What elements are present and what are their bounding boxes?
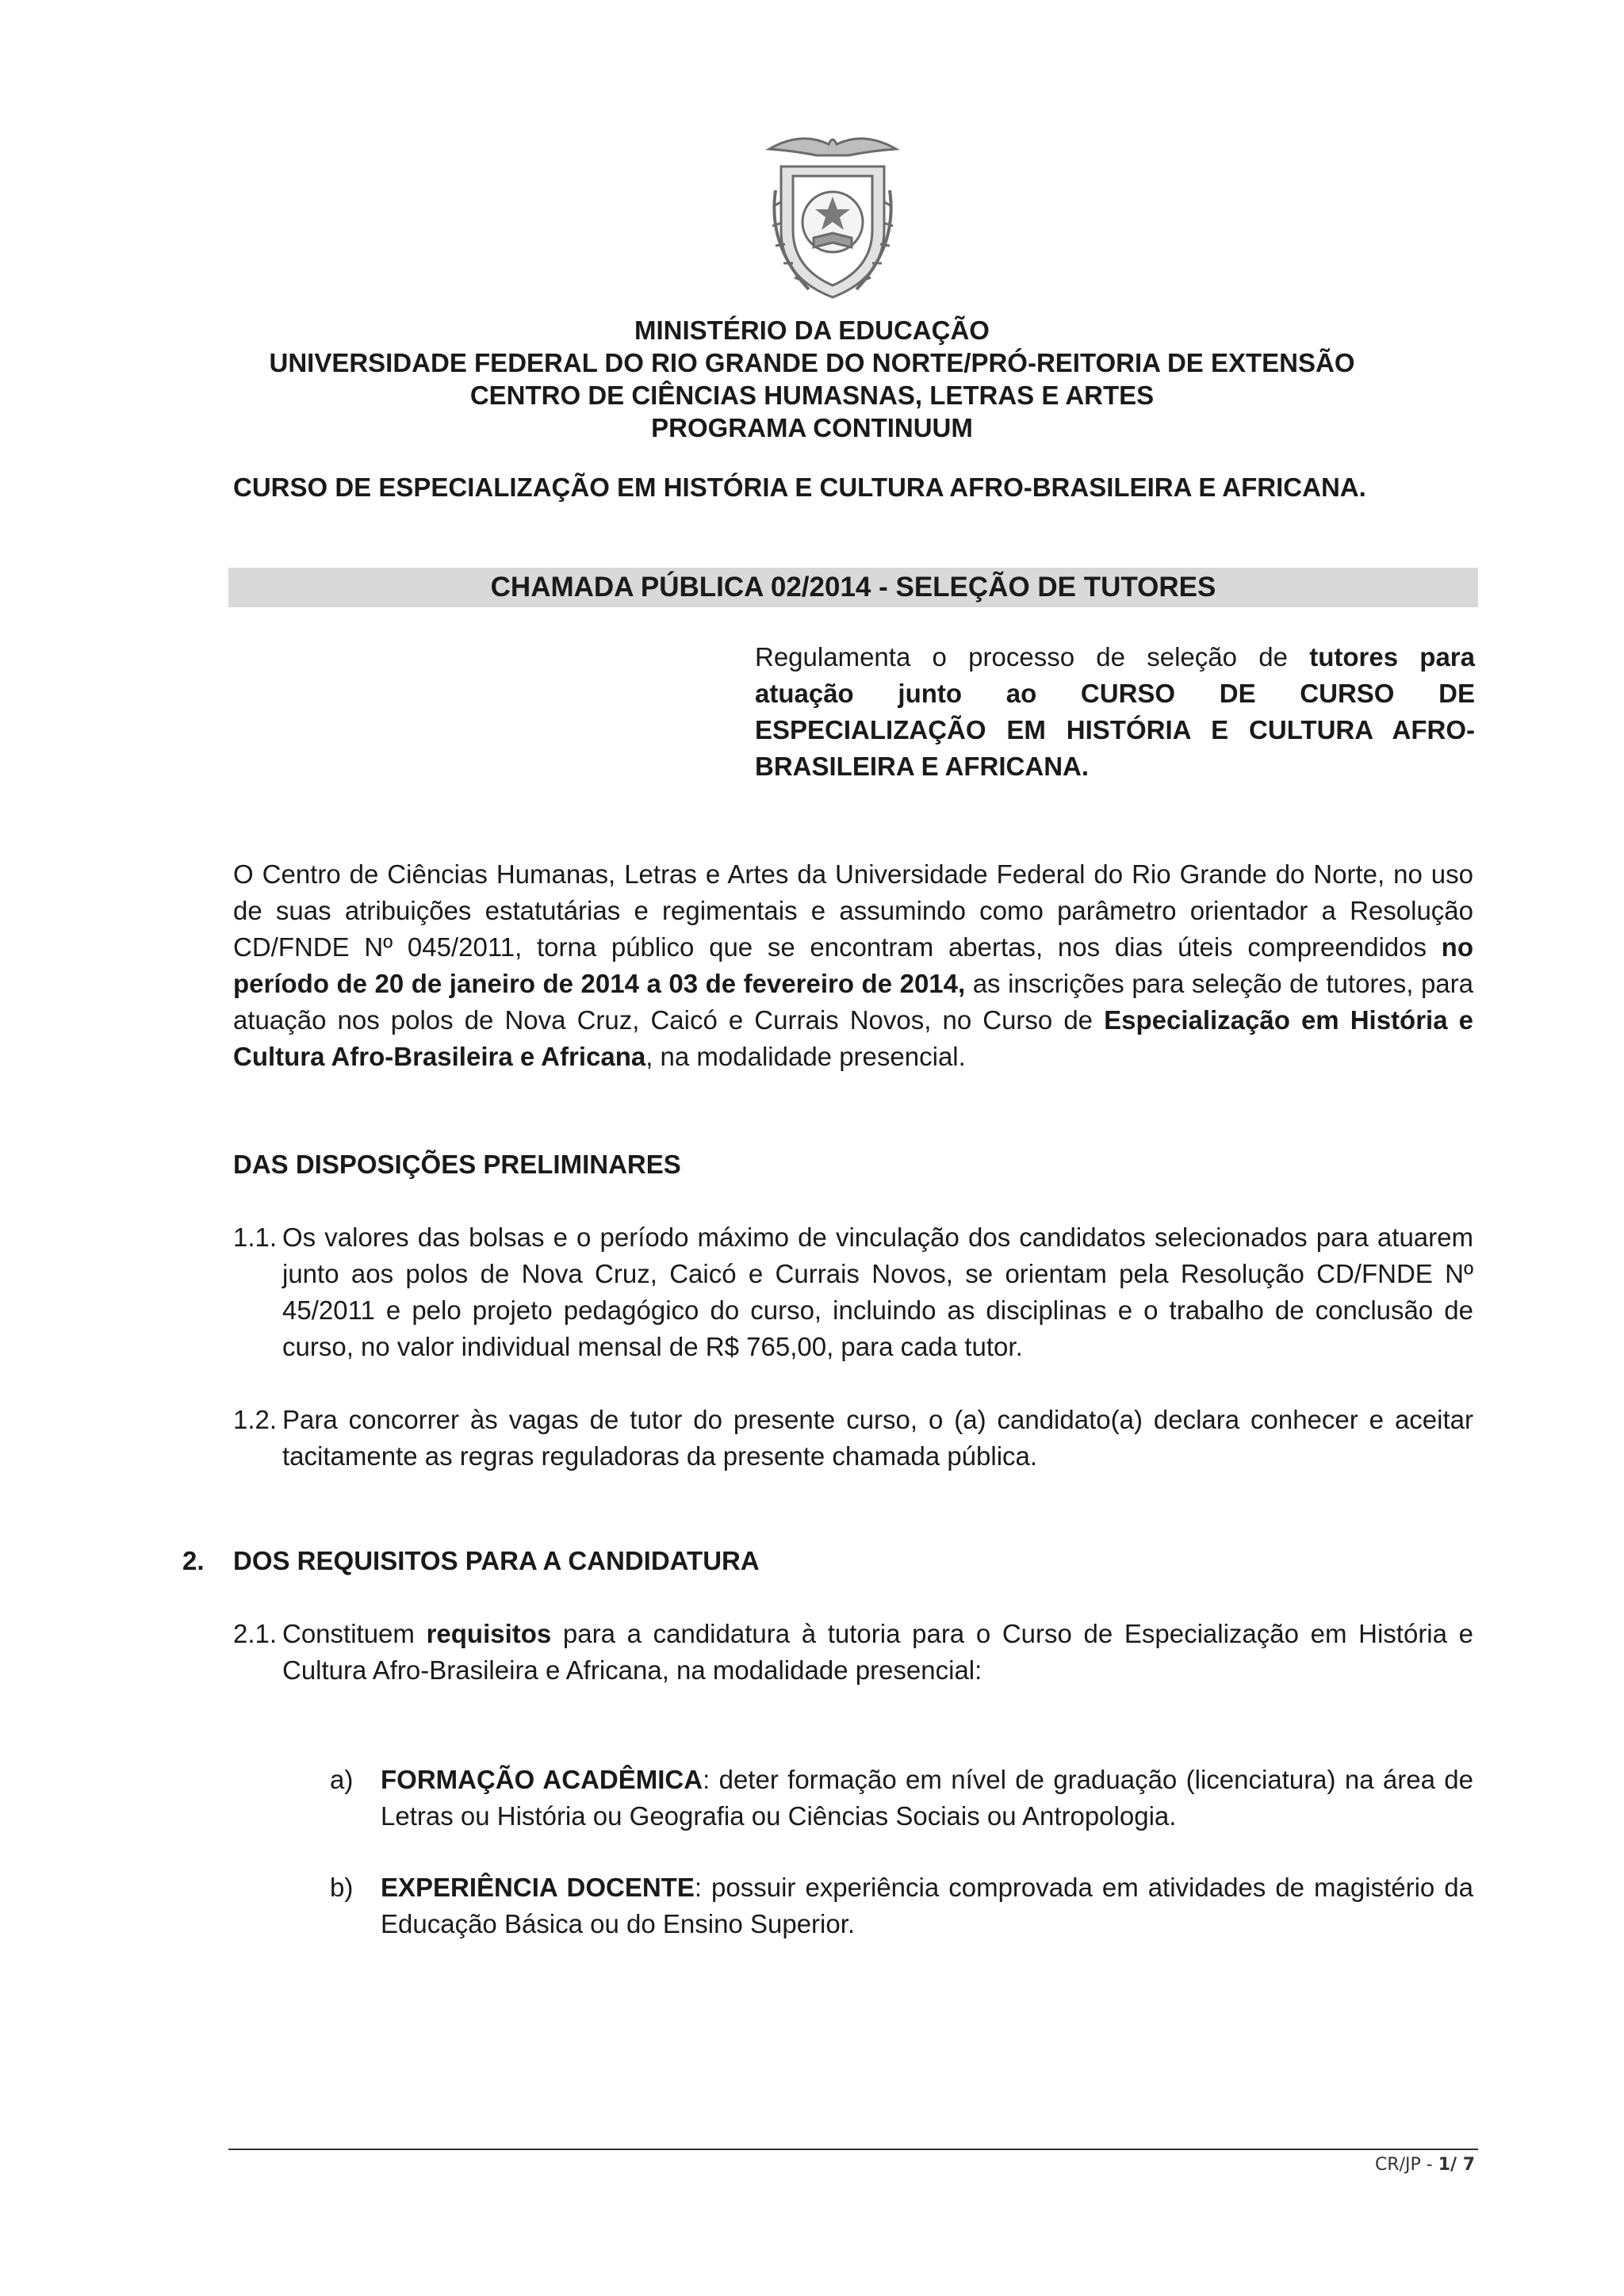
item-1-2 bbox=[233, 1402, 1473, 1481]
subitem-text bbox=[381, 1869, 1473, 1942]
university-seal-icon bbox=[753, 127, 912, 309]
item-text: Os valores das bolsas e o período máximo de vinculação dos candidatos selecionados para atuarem junto aos polos de Nova Cruz, Caicó e Currais Novos, se orientam pela Resolução CD/FNDE Nº 45/2011 e pelo projeto pedagógico do curso, incluindo as disciplinas e o trabalho de conclusão de curso, no valor individual mensal de R$ 765,00, para cada tutor. bbox=[282, 1223, 1473, 1361]
item-text: Para concorrer às vagas de tutor do presente curso, o (a) candidato(a) declara conhecer e aceitar tacitamente as regras reguladoras da presente chamada pública. bbox=[282, 1405, 1473, 1471]
subitem-letter: a) bbox=[330, 1765, 354, 1794]
footer-rule bbox=[228, 2149, 1478, 2150]
footer-page-number bbox=[1375, 2155, 1475, 2175]
intro-period-bold: no período de 20 de janeiro de 2014 a 03 de fevereiro de 2014, bbox=[233, 932, 1473, 998]
subitem-label: FORMAÇÃO ACADÊMICA bbox=[381, 1765, 703, 1794]
subitem-text bbox=[381, 1762, 1473, 1835]
document-header bbox=[0, 314, 1624, 444]
subitem-b bbox=[330, 1869, 1473, 1949]
ementa-bold: tutores para atuação junto ao CURSO DE CURSO DE ESPECIALIZAÇÃO EM HISTÓRIA E CULTURA AFRO-BRASILEIRA E AFRICANA. bbox=[755, 642, 1476, 781]
header-program: PROGRAMA CONTINUUM bbox=[651, 413, 973, 442]
chamada-title: CHAMADA PÚBLICA 02/2014 - SELEÇÃO DE TUTORES bbox=[490, 572, 1216, 603]
intro-text-2: as inscrições para seleção de tutores, para atuação nos polos de Nova Cruz, Caicó e Currais Novos, no Curso de bbox=[233, 969, 1474, 1035]
subitem-label: EXPERIÊNCIA DOCENTE bbox=[381, 1873, 695, 1902]
item-1-1 bbox=[233, 1219, 1473, 1370]
header-center: CENTRO DE CIÊNCIAS HUMASNAS, LETRAS E ARTES bbox=[469, 381, 1155, 410]
ementa-plain: Regulamenta o processo de seleção de bbox=[755, 642, 1310, 672]
intro-course-bold: Especialização em História e Cultura Afro-Brasileira e Africana bbox=[233, 1005, 1473, 1071]
subitem-body: : deter formação em nível de graduação (licenciatura) na área de Letras ou História ou Geografia ou Ciências Sociais ou Antropologia. bbox=[381, 1765, 1473, 1831]
header-ministry: MINISTÉRIO DA EDUCAÇÃO bbox=[634, 316, 990, 345]
subitem-letter: b) bbox=[330, 1873, 354, 1902]
item-2-1-requisitos: requisitos bbox=[426, 1619, 552, 1648]
item-2-1 bbox=[233, 1616, 1473, 1695]
section-2-number: 2. bbox=[182, 1546, 205, 1575]
footer-ref: CR/JP - bbox=[1374, 2155, 1438, 2175]
item-text bbox=[282, 1616, 1473, 1689]
footer-page: 1/ 7 bbox=[1438, 2155, 1475, 2175]
item-number: 1.2. bbox=[233, 1405, 278, 1434]
course-title: CURSO DE ESPECIALIZAÇÃO EM HISTÓRIA E CULTURA AFRO-BRASILEIRA E AFRICANA. bbox=[233, 473, 1366, 502]
subitem-body: : possuir experiência comprovada em atividades de magistério da Educação Básica ou do Ensino Superior. bbox=[381, 1873, 1473, 1938]
section-1-title: DAS DISPOSIÇÕES PRELIMINARES bbox=[233, 1150, 681, 1179]
ementa-text bbox=[755, 639, 1475, 785]
item-2-1-text-2: para a candidatura à tutoria para o Curso de Especialização em História e Cultura Afro-Brasileira e Africana, na modalidade presencial: bbox=[282, 1619, 1473, 1685]
item-2-1-text-1: Constituem bbox=[282, 1619, 427, 1648]
intro-paragraph bbox=[233, 856, 1473, 1075]
item-number: 1.1. bbox=[233, 1223, 278, 1252]
header-university: UNIVERSIDADE FEDERAL DO RIO GRANDE DO NORTE/PRÓ-REITORIA DE EXTENSÃO bbox=[269, 348, 1355, 377]
section-2-title: DOS REQUISITOS PARA A CANDIDATURA bbox=[233, 1546, 760, 1575]
intro-text-3: , na modalidade presencial. bbox=[645, 1042, 966, 1071]
subitem-a bbox=[330, 1762, 1473, 1841]
item-number: 2.1. bbox=[233, 1619, 278, 1648]
intro-text-1: O Centro de Ciências Humanas, Letras e Artes da Universidade Federal do Rio Grande do Norte, no uso de suas atribuições estatutárias e regimentais e assumindo como parâmetro orientador a Resolução CD/FNDE Nº 045/2011, torna público que se encontram abertas, nos dias úteis compreendidos bbox=[233, 859, 1473, 962]
